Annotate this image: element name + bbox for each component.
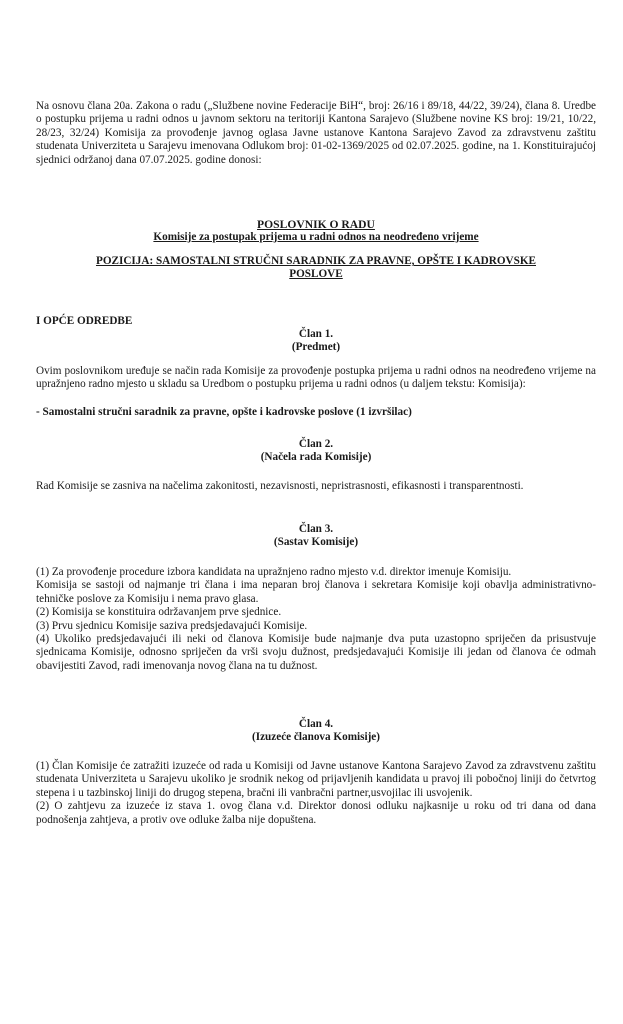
- article-3-paragraph: (2) Komisija se konstituira održavanjem prve sjednice.: [36, 606, 282, 619]
- preamble-paragraph: Na osnovu člana 20a. Zakona o radu („Službene novine Federacije BiH“, broj: 26/16 i 89/18, 44/22, 39/24), člana 8. Uredbe o postupku prijema u radni odnos u javnom sektoru na teritoriji Kantona Sarajevo (Službene novine KS broj: 19/21, 10/22, 28/23, 32/24) Komisija za provođenje javnog oglasa Javne ustanove Kantona Sarajevo Zavod za zdravstvenu zaštitu studenata Univerziteta u Sarajevu imenovana Odlukom broj: 01-02-1369/2025 od 02.07.2025. godine, na 1. Konstituirajućoj sjednici održanoj dana 07.07.2025. godine donosi:: [36, 100, 596, 166]
- article-3-paragraph: (3) Prvu sjednicu Komisije saziva predsjedavajući Komisije.: [36, 619, 308, 632]
- position-line-1: POZICIJA: SAMOSTALNI STRUČNI SARADNIK ZA PRAVNE, OPŠTE I KADROVSKE: [95, 255, 536, 267]
- article-4-paragraph: (1) Član Komisije će zatražiti izuzeće od rada u Komisiji od Javne ustanove Kantona Sarajevo Zavod za zdravstvenu zaštitu studenata Univerziteta u Sarajevu ukoliko je srodnik nekog od prijavljenih kandidata u pravoj ili pobočnoj liniji do četvrtog stepena i u tazbinskoj liniji do drugog stepena, bračni ili vanbračni partner,usvojilac ili usvojenik.: [36, 760, 596, 799]
- document-subtitle: Komisije za postupak prijema u radni odnos na neodređeno vrijeme: [153, 231, 479, 243]
- article-1-heading: Član 1.: [298, 328, 334, 340]
- article-1-text: Ovim poslovnikom uređuje se način rada Komisije za provođenje postupka prijema u radni odnos na neodređeno vrijeme na upražnjeno radno mjesto u skladu sa Uredbom o postupku prijema u radni odnos (u daljem tekstu: Komisija):: [36, 365, 596, 391]
- section-heading-general: I OPĆE ODREDBE: [36, 315, 133, 327]
- article-2-text: Rad Komisije se zasniva na načelima zakonitosti, nezavisnosti, nepristrasnosti, efikasnosti i transparentnosti.: [36, 480, 524, 492]
- article-3-paragraph: (1) Za provođenje procedure izbora kandidata na upražnjeno radno mjesto v.d. direktor imenuje Komisiju.: [36, 566, 512, 578]
- article-2-subheading: (Načela rada Komisije): [260, 451, 372, 463]
- article-3-paragraph: Komisija se sastoji od najmanje tri člana i ima neparan broj članova i sekretara Komisije koji obavlja administrativno-tehničke poslove za Komisiju i nema pravo glasa.: [36, 579, 596, 605]
- article-2-heading: Član 2.: [298, 438, 334, 450]
- article-3-paragraph: (4) Ukoliko predsjedavajući ili neki od članova Komisije bude najmanje dva puta uzastopno spriječen da prisustvuje sjednicama Komisije, odnosno spriječen da vrši svoju dužnost, predsjedavajući Komisije ili jedan od članova će odmah obavijestiti Zavod, radi imenovanja novog člana na tu dužnost.: [36, 633, 596, 672]
- article-4-heading: Član 4.: [298, 718, 334, 730]
- article-4-paragraph: (2) O zahtjevu za izuzeće iz stava 1. ovog člana v.d. Direktor donosi odluku najkasnije u roku od tri dana od dana podnošenja zahtjeva, a protiv ove odluke žalba nije dopuštena.: [36, 800, 596, 826]
- article-1-item: - Samostalni stručni saradnik za pravne, opšte i kadrovske poslove (1 izvršilac): [36, 406, 412, 418]
- article-4-body: [36, 760, 596, 827]
- article-3-body: [36, 566, 596, 673]
- article-3-heading: Član 3.: [298, 523, 334, 535]
- position-line-2: POSLOVE: [289, 268, 343, 280]
- article-3-subheading: (Sastav Komisije): [273, 536, 359, 548]
- article-1-subheading: (Predmet): [291, 341, 341, 353]
- document-title: POSLOVNIK O RADU: [257, 218, 375, 231]
- article-4-subheading: (Izuzeće članova Komisije): [252, 731, 380, 743]
